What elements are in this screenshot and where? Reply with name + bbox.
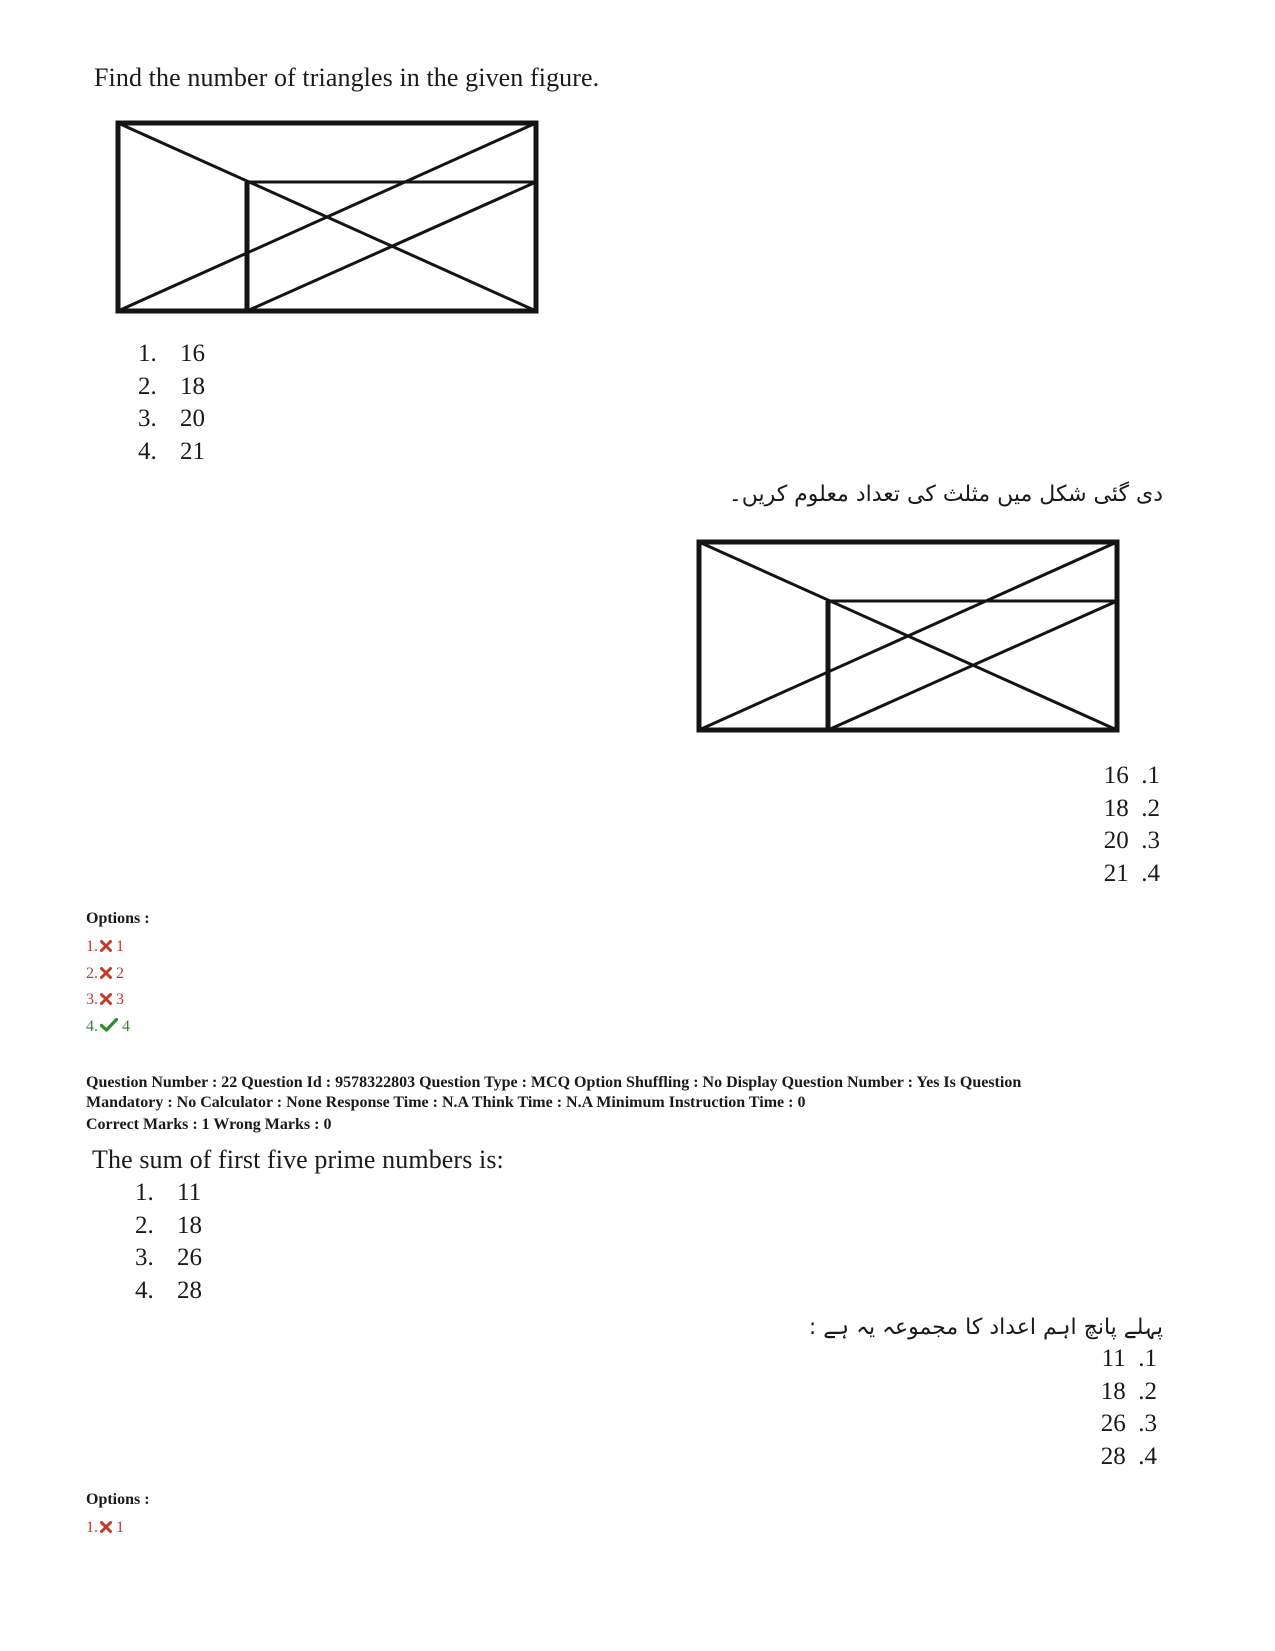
answer-option-4: 4. 4 [86,1017,130,1035]
question-22-meta [86,1073,1021,1135]
answer-option-1: 1. 1 [86,938,124,955]
english-choice-3: 3. 26 [135,1244,202,1271]
question-21-options-label: Options : [86,910,150,927]
answer-option-1: 1. 1 [86,1519,124,1536]
question-21-urdu-choices [1104,760,1160,890]
question-21-text: Find the number of triangles in the given figure. [94,63,600,92]
question-21-answer-options [86,934,130,1040]
question-22-marks: Correct Marks : 1 Wrong Marks : 0 [86,1116,332,1133]
english-choice-1: 1. 11 [135,1179,202,1206]
urdu-choice-3: 20 .3 [1103,827,1160,854]
english-choice-4: 4. 28 [135,1276,202,1304]
cross-icon [100,1521,112,1533]
answer-option-2: 2. 2 [86,964,124,982]
question-21-english-choices [138,338,205,468]
question-21-urdu-text: دی گئی شکل میں مثلث کی تعداد معلوم کریں۔ [728,482,1163,507]
answer-option-3: 3. 3 [86,991,124,1008]
question-22-meta-line-1: Question Number : 22 Question Id : 9578322803 Question Type : MCQ Option Shuffling : No Display Question Number : Yes Is Question [86,1074,1022,1091]
english-choice-2: 2. 18 [138,372,205,400]
cross-icon [100,993,112,1005]
question-22-meta-line-2: Mandatory : No Calculator : None Response Time : N.A Think Time : N.A Minimum Instruction Time : 0 [86,1094,806,1111]
triangle-figure-english [114,119,544,319]
english-choice-1: 1. 16 [138,340,205,367]
urdu-choice-4: 21 .4 [1103,859,1160,887]
english-choice-4: 4. 21 [138,437,205,465]
question-22-english-choices [135,1177,202,1307]
urdu-choice-1: 16 .1 [1103,762,1160,789]
question-22-urdu-choices [1101,1343,1157,1473]
urdu-choice-3: 26 .3 [1100,1410,1157,1437]
question-22-text: The sum of first five prime numbers is: [92,1145,504,1174]
urdu-choice-2: 18 .2 [1103,794,1160,822]
urdu-choice-2: 18 .2 [1100,1377,1157,1405]
check-icon [100,1018,118,1032]
cross-icon [100,967,112,979]
english-choice-3: 3. 20 [138,405,205,432]
question-22-answer-options [86,1515,124,1542]
triangle-figure-urdu [695,538,1125,738]
question-22-options-label: Options : [86,1491,150,1508]
urdu-choice-4: 28 .4 [1100,1442,1157,1470]
question-22-urdu-text: پہلے پانچ اہم اعداد کا مجموعہ یہ ہے : [808,1315,1163,1340]
english-choice-2: 2. 18 [135,1211,202,1239]
cross-icon [100,940,112,952]
urdu-choice-1: 11 .1 [1101,1345,1157,1372]
